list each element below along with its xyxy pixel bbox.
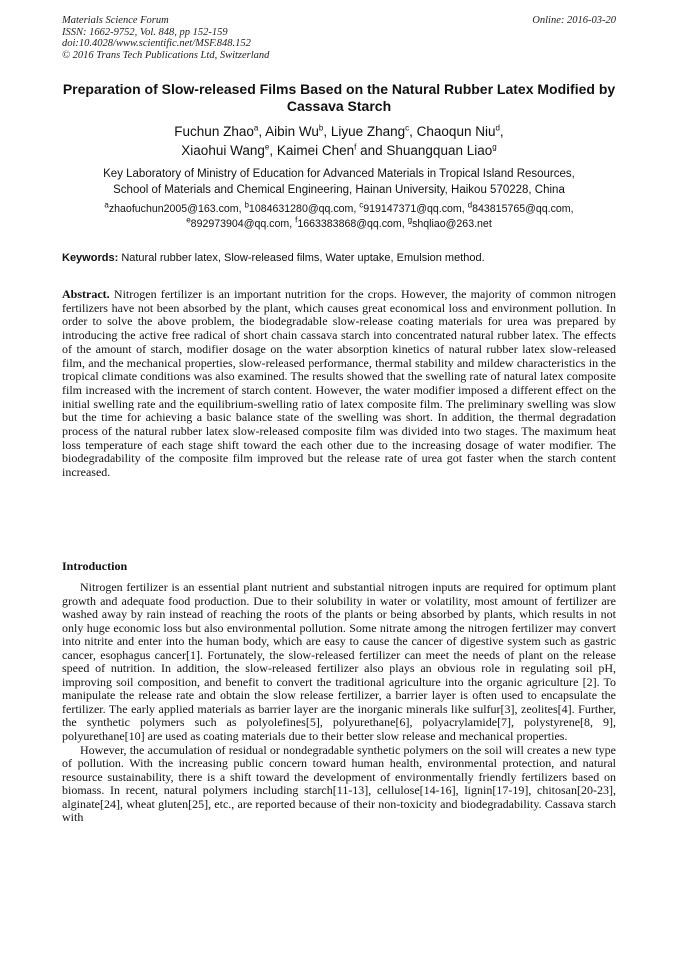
journal-header	[62, 15, 269, 61]
email-address[interactable]: $^b$1084631280@qq.com	[244, 200, 354, 215]
email-address[interactable]: $^g$shqliao@263.net	[407, 214, 492, 230]
email-address[interactable]: $^d$843815765@qq.com	[467, 200, 571, 215]
paper-title: Preparation of Slow-released Films Based on the Natural Rubber Latex Modified by Cassava Starch	[62, 81, 616, 114]
copyright-line: © 2016 Trans Tech Publications Ltd, Switzerland	[62, 49, 270, 61]
online-date: Online: 2016-03-20	[532, 15, 616, 26]
affiliation-line: Key Laboratory of Ministry of Education for Advanced Materials in Tropical Island Resources,	[103, 168, 575, 180]
keywords-label: Keywords:	[62, 252, 119, 264]
author: Fuchun Zhao$^a$	[174, 123, 259, 139]
paragraph: Nitrogen fertilizer is an essential plant nutrient and substantial nitrogen inputs are required for optimum plant growth and adequate food production. Due to their solubility in water or volatility, most amount of fertilizer are washed away by rain instead of reaching the roots of the plants or being absorbed by plants, which results in not only huge economic loss but also environmental pollution. Some nitrate among the nitrogen fertilizer may convert into nitrite and enter into the human body, which are easy to cause the cancer of digestive system such as gastric cancer, esophagus cancer[1]. Fortunately, the slow-released fertilizer can meet the needs of plant on the release speed of nutrition. In addition, the slow-released fertilizer also plays an obvious role in regulating soil pH, improving soil composition, and benefit to convert the traditional agriculture into the organic agriculture [2]. To manipulate the release rate and obtain the slow release fertilizer, a barrier layer is often used to encapsulate the fertilizer. The early applied materials as barrier layer are the inorganic minerals like sulfur[3], zeolites[4]. Further, the synthetic polymers such as polyolefines[5], polyurethane[6], polyacrylamide[7], polystyrene[8, 9], polyurethane[10] are used as coating materials due to their better slow release and mechanical properties.	[62, 580, 616, 744]
keywords	[62, 251, 616, 265]
abstract-label: Abstract.	[62, 287, 110, 301]
email-address[interactable]: $^a$zhaofuchun2005@163.com	[104, 200, 239, 215]
issn-line: ISSN: 1662-9752, Vol. 848, pp 152-159	[62, 26, 228, 38]
introduction-heading: Introduction	[62, 559, 128, 573]
affiliation	[62, 167, 616, 198]
author: Chaoqun Niu$^d$	[416, 123, 500, 139]
journal-name: Materials Science Forum	[62, 15, 169, 26]
author: Liyue Zhang$^c$	[330, 123, 410, 139]
author: Xiaohui Wang$^e$	[181, 142, 270, 158]
paragraph: However, the accumulation of residual or nondegradable synthetic polymers on the soil will creates a new type of pollution. With the increasing public concern toward human health, environmental protection, and natural resource sustainability, there is a shift toward the development of environmentally friendly fertilizers based on biomass. In recent, natural polymers including starch[11-13], cellulose[14-16], lignin[17-19], chitosan[20-23], alginate[24], wheat gluten[25], etc., are reported because of their non-toxicity and biodegradability. Cassava starch with	[62, 742, 616, 825]
author-list: Fuchun Zhao$^a$, Aibin Wu$^b$, Liyue Zhang$^c$, Chaoqun Niu$^d$, Xiaohui Wang$^e$, Kaimei Chen$^f$ and Shuangquan Liao$^g$	[174, 123, 504, 158]
author: Kaimei Chen$^f$	[276, 142, 357, 158]
email-address[interactable]: $^c$919147371@qq.com	[359, 200, 462, 215]
doi-line[interactable]: doi:10.4028/www.scientific.net/MSF.848.152	[62, 38, 251, 49]
abstract	[62, 288, 616, 480]
email-address[interactable]: $^e$892973904@qq.com	[186, 214, 290, 230]
email-address[interactable]: $^f$1663383868@qq.com	[295, 214, 402, 230]
abstract-text: Nitrogen fertilizer is an important nutrition for the crops. However, the majority of common nitrogen fertilizers have not been absorbed by the plant, which causes great economical loss and environment pollution. In order to solve the above problem, the biodegradable slow-release coating materials for urea was prepared by introducing the active free radical of short chain cassava starch into concentrated natural rubber latex. The effects of the amount of starch, modifier dosage on the water absorption kinetics of natural rubber latex slow-released film, and the mechanical properties, slow-released performance, thermal stability and mildew characteristics in the tropical climate conditions was also examined. The results showed that the swelling rate of natural latex composite film increased with the increment of starch content. However, the water modifier imposed a different effect on the initial swelling rate and the equilibrium-swelling ratio of latex composite film. The preliminary swelling was slow but the time for achieving a basic balance state of the swelling was short. In addition, the thermal degradation process of the natural rubber latex slow-released composite film was divided into two stages. The maximum heat loss temperature of each stage shift toward the each other due to the increasing dosage of water modifier. The biodegradability of the composite film improved but the release rate of urea got faster when the starch content increased.	[62, 287, 616, 480]
affiliation-line: School of Materials and Chemical Engineering, Hainan University, Haikou 570228, China	[113, 183, 565, 196]
author: Shuangquan Liao$^g$	[386, 142, 497, 158]
author: Aibin Wu$^b$	[265, 123, 324, 139]
keywords-text: Natural rubber latex, Slow-released films, Water uptake, Emulsion method.	[121, 252, 485, 264]
email-list: $^a$zhaofuchun2005@163.com, $^b$1084631280@qq.com, $^c$919147371@qq.com, $^d$843815765@qq.com, $^e$892973904@qq.com, $^f$1663383868@qq.com, $^g$shqliao@263.net	[104, 200, 574, 230]
introduction-body	[62, 581, 616, 825]
